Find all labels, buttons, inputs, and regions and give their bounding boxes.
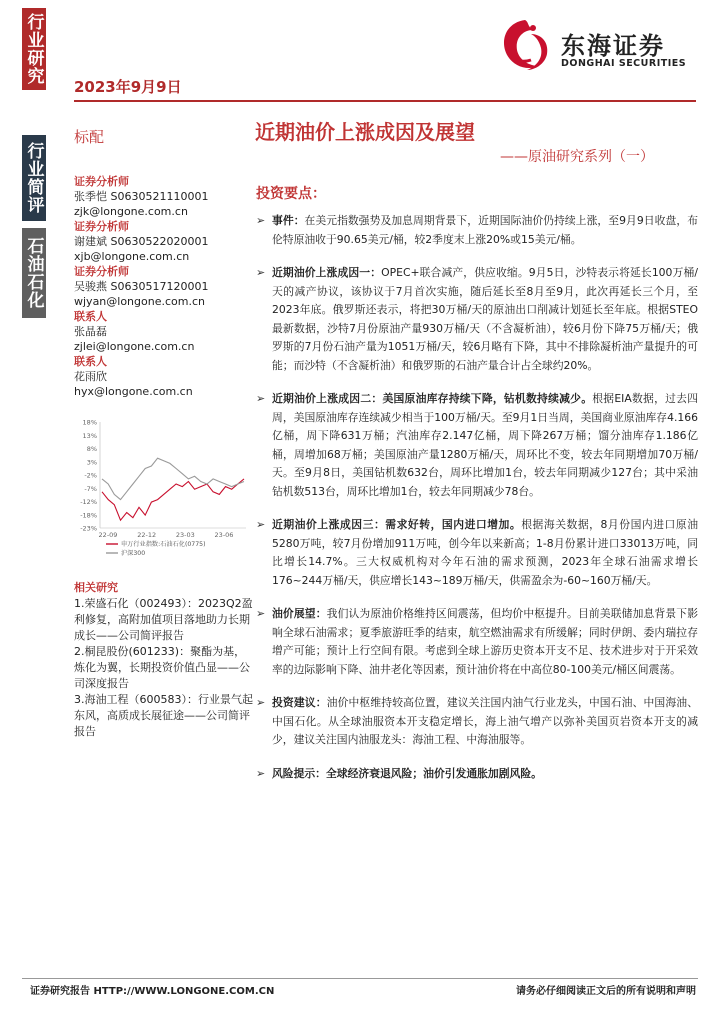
side-tab-industry-research: 行业研究: [22, 8, 46, 90]
analyst-label: 证券分析师: [74, 265, 129, 278]
key-point: [256, 605, 698, 679]
analyst-entry: [74, 174, 250, 219]
key-point-lead: 近期油价上涨成因三：: [272, 518, 386, 531]
key-points-title: 投资要点：: [256, 186, 326, 202]
y-tick-label: 13%: [82, 431, 97, 440]
arrow-bullet-icon: ➢: [256, 607, 266, 620]
contact-label: 联系人: [74, 355, 107, 368]
logo-english-name: DONGHAI SECURITIES: [561, 58, 687, 69]
side-tab-petrochemical: 石油石化: [22, 228, 46, 318]
key-point: [256, 264, 698, 375]
report-title: 近期油价上涨成因及展望: [255, 120, 475, 144]
x-tick-label: 23-06: [214, 531, 234, 539]
key-point: [256, 694, 698, 750]
y-tick-label: -2%: [84, 471, 97, 480]
key-point-emphasis: 美国原油库存持续下降，钻机数持续减少。: [382, 392, 593, 405]
y-tick-label: 8%: [86, 445, 97, 453]
analyst-name: 谢建斌 S0630522020001: [74, 235, 209, 248]
key-point-lead: 风险提示：: [272, 766, 326, 780]
related-research: [74, 580, 254, 740]
key-point-emphasis: 全球经济衰退风险；油价引发通胀加剧风险。: [325, 766, 542, 780]
key-point-text: 根据EIA数据，过去四周，美国原油库存连续减少相当于100万桶/天。至9月1日当周，美国商业原油库存4.166亿桶，周下降631万桶；汽油库存2.147亿桶，周下降267万桶；馏分油库存1.186亿桶，周增加68万桶；美国原油产量1280万桶/天，周环比不变，较去年同期增加70万桶/天。至9月8日，美国钻机数632台，周环比增加1台，较去年同期减少127台；其中采油钻机数513台，周环比增加1台，较去年同期减少78台。: [272, 392, 699, 498]
analyst-entry: [74, 219, 250, 264]
key-points-list: [256, 212, 698, 798]
key-point-lead: 投资建议：: [272, 696, 327, 709]
legend-label: 申万行业指数:石油石化(0775): [121, 541, 206, 548]
key-point-text: 我们认为原油价格维持区间震荡，但均价中枢提升。目前美联储加息背景下影响全球石油需求；夏季旅游旺季的结束，航空燃油需求有所缓解；同时伊朗、委内瑞拉存增产可能；预计上行空间有限。考虑到全球上游历史资本开支不足、技术进步对于开采效率的边际影响下降、油井老化等因素，预计油价将在中高位80-100美元/桶区间震荡。: [272, 607, 699, 676]
analyst-entry: [74, 264, 250, 309]
y-tick-label: 3%: [86, 458, 97, 467]
y-tick-label: 18%: [82, 418, 97, 427]
analyst-label: 证券分析师: [74, 220, 129, 233]
arrow-bullet-icon: ➢: [256, 266, 266, 279]
arrow-bullet-icon: ➢: [256, 766, 266, 780]
related-item[interactable]: 3.海油工程（600583）：行业景气起东风，高质成长展征途——公司简评报告: [74, 693, 253, 738]
analyst-label: 证券分析师: [74, 175, 129, 188]
key-point: [256, 212, 698, 249]
key-point-emphasis: 需求好转，国内进口增加。: [385, 518, 522, 531]
series-line: [102, 458, 244, 499]
footer-divider: [22, 978, 698, 979]
related-item[interactable]: 2.桐昆股份(601233)：聚酯为基，炼化为翼，长期投资价值凸显——公司深度报告: [74, 645, 250, 690]
key-point: [256, 516, 698, 590]
analyst-list: [74, 174, 250, 399]
y-tick-label: -7%: [84, 484, 97, 493]
index-performance-chart: [74, 416, 252, 566]
analyst-email: xjb@longone.com.cn: [74, 250, 190, 263]
analyst-email: zjk@longone.com.cn: [74, 205, 188, 218]
analyst-email: wjyan@longone.com.cn: [74, 295, 205, 308]
y-tick-label: -18%: [80, 511, 97, 520]
industry-rating: 标配: [74, 128, 105, 146]
key-point-lead: 近期油价上涨成因一：: [272, 266, 382, 279]
contact-entry: [74, 354, 250, 399]
contact-name: 花雨欣: [74, 370, 107, 383]
report-date: 2023年9月9日: [74, 78, 182, 96]
key-point-text: 油价中枢维持较高位置，建议关注国内油气行业龙头，中国石油、中国海油、中国石化。从全球油服资本开支稳定增长，海上油气增产以弥补美国页岩资本开支的减少，建议关注国内油服龙头：海油工程、中海油服等。: [272, 696, 699, 746]
x-tick-label: 22-09: [98, 531, 118, 539]
analyst-name: 张季恺 S0630521110001: [74, 190, 209, 203]
x-tick-label: 23-03: [175, 531, 195, 539]
footer-disclaimer: 请务必仔细阅读正文后的所有说明和声明: [516, 986, 696, 997]
arrow-bullet-icon: ➢: [256, 392, 266, 405]
key-point-lead: 近期油价上涨成因二：: [272, 392, 383, 405]
key-point-text: 根据海关数据，8月份国内进口原油5280万吨，较7月份增加911万吨，创今年以来新高；1-8月份累计进口33013万吨，同比增长14.7%。三大权威机构对今年石油的需求预测，2023年全球石油需求增长176~244万桶/天，供应增长143~189万桶/天，供需盈余为-60~160万桶/天。: [272, 518, 699, 587]
legend-label: 沪深300: [121, 550, 146, 557]
related-item[interactable]: 1.荣盛石化（002493）：2023Q2盈利修复，高附加值项目落地助力长期成长——公司简评报告: [74, 597, 253, 642]
contact-label: 联系人: [74, 310, 107, 323]
contact-email: zjlei@longone.com.cn: [74, 340, 195, 353]
donghai-logo: [495, 16, 695, 78]
y-tick-label: -12%: [80, 498, 97, 506]
arrow-bullet-icon: ➢: [256, 696, 266, 709]
contact-email: hyx@longone.com.cn: [74, 385, 193, 398]
arrow-bullet-icon: ➢: [256, 518, 266, 531]
chart-canvas: [74, 416, 252, 566]
key-point-lead: 油价展望：: [272, 607, 327, 620]
contact-name: 张晶磊: [74, 325, 107, 338]
key-point: [256, 765, 698, 784]
arrow-bullet-icon: ➢: [256, 214, 266, 227]
logo-chinese-name: 东海证券: [561, 32, 665, 60]
related-research-title: 相关研究: [74, 581, 118, 594]
side-tab-industry-brief: 行业简评: [22, 135, 46, 221]
key-point-lead: 事件：: [272, 214, 305, 227]
analyst-name: 吴骏燕 S0630517120001: [74, 280, 209, 293]
report-subtitle: ——原油研究系列（一）: [500, 149, 654, 165]
y-tick-label: -23%: [80, 524, 97, 533]
contact-entry: [74, 309, 250, 354]
x-tick-label: 22-12: [137, 531, 157, 539]
key-point-text: OPEC+联合减产，供应收缩。9月5日，沙特表示将延长100万桶/天的减产协议，该协议于7月首次实施，随后延长至8月至9月，此次再延长三个月，至2023年底。俄罗斯还表示，将把30万桶/天的原油出口削减计划延长至年底。根据STEO最新数据，沙特7月份原油产量930万桶/天（不含凝析油），较6月份下降75万桶/天；俄罗斯的7月份石油产量为1051万桶/天，较6月略有下降，其中不排除凝析油产量提升的可能；而沙特（不含凝析油）和俄罗斯的石油产量合计占全球约20%。: [272, 266, 698, 372]
header-divider: [74, 100, 696, 102]
key-point: [256, 390, 698, 501]
key-point-text: 在美元指数强势及加息周期背景下，近期国际油价仍持续上涨，至9月9日收盘，布伦特原油收于90.65美元/桶，较2季度末上涨20%或15美元/桶。: [272, 214, 698, 246]
footer-website[interactable]: 证券研究报告 HTTP://WWW.LONGONE.COM.CN: [30, 986, 275, 997]
dragon-logo-icon: [495, 16, 555, 76]
series-line: [102, 479, 244, 520]
